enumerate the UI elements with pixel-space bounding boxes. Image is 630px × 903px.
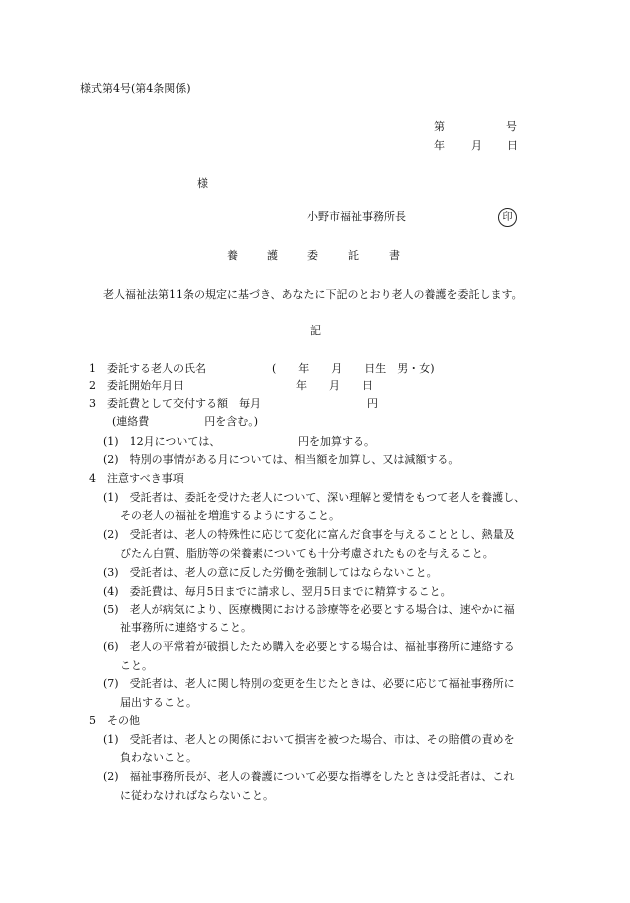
item3-sub1-b: 円を加算する。	[298, 435, 375, 448]
title-char: 委	[307, 249, 318, 262]
item5-sub1-line2: 負わないこと。	[120, 751, 197, 764]
item3-label: 3 委託費として交付する額 毎月	[89, 397, 261, 410]
item5-sub1-line1: (1) 受託者は、老人との関係において損害を被つた場合、市は、その賠償の責めを	[103, 733, 515, 746]
item4-label: 4 注意すべき事項	[89, 472, 184, 485]
item4-sub5-line2: 祉事務所に連絡すること。	[120, 621, 252, 634]
item4-sub1-line2: その老人の福祉を増進するようにすること。	[120, 509, 340, 522]
item4-sub1-line1: (1) 受託者は、委託を受けた老人について、深い理解と愛情をもつて老人を養護し、	[103, 491, 526, 504]
item4-sub6-line1: (6) 老人の平常着が破損したため購入を必要とする場合は、福祉事務所に連絡する	[103, 640, 515, 653]
item1-label: 1 委託する老人の氏名	[89, 362, 206, 375]
item4-sub2-line2: びたん白質、脂肪等の栄養素についても十分考慮されたものを与えること。	[120, 547, 494, 560]
item3-sub2: (2) 特別の事情がある月については、相当額を加算し、又は減額する。	[103, 453, 460, 466]
intro-text: 老人福祉法第11条の規定に基づき、あなたに下記のとおり老人の養護を委託します。	[103, 288, 523, 301]
item3-sub1-a: (1) 12月については、	[103, 435, 221, 448]
title-char: 書	[389, 249, 400, 262]
doc-number-go: 号	[506, 120, 517, 133]
date-month: 月	[471, 139, 482, 152]
title-char: 託	[348, 249, 359, 262]
addressee-sama: 様	[197, 177, 208, 190]
item4-sub4: (4) 委託費は、毎月5日までに請求し、翌月5日までに精算すること。	[103, 585, 452, 598]
seal-stamp: 印	[498, 208, 517, 227]
item4-sub7-line1: (7) 受託者は、老人に関し特別の変更を生じたときは、必要に応じて福祉事務所に	[103, 677, 515, 690]
title-char: 養	[227, 249, 238, 262]
date-day: 日	[507, 139, 518, 152]
item4-sub6-line2: こと。	[120, 659, 153, 672]
item3-yen: 円	[367, 397, 378, 410]
item5-label: 5 その他	[89, 714, 140, 727]
item2-label: 2 委託開始年月日	[89, 379, 184, 392]
item5-sub2-line1: (2) 福祉事務所長が、老人の養護について必要な指導をしたときは受託者は、これ	[103, 770, 515, 783]
item5-sub2-line2: に従わなければならないこと。	[120, 789, 274, 802]
doc-number-dai: 第	[434, 120, 445, 133]
ki-heading: 記	[310, 324, 321, 337]
item4-sub3: (3) 受託者は、老人の意に反した労働を強制してはならないこと。	[103, 566, 438, 579]
item1-birth: ( 年 月 日生 男・女)	[272, 362, 435, 375]
issuer-name: 小野市福祉事務所長	[307, 210, 406, 223]
form-number: 様式第4号(第4条関係)	[80, 82, 191, 95]
date-year: 年	[434, 139, 445, 152]
item4-sub7-line2: 届出すること。	[120, 696, 197, 709]
item4-sub2-line1: (2) 受託者は、老人の特殊性に応じて変化に富んだ食事を与えることとし、熱量及	[103, 528, 515, 541]
title-char: 護	[267, 249, 278, 262]
item3-renraku: (連絡費 円を含む。)	[112, 415, 259, 428]
item4-sub5-line1: (5) 老人が病気により、医療機関における診療等を必要とする場合は、速やかに福	[103, 603, 515, 616]
item2-date: 年 月 日	[296, 379, 373, 392]
